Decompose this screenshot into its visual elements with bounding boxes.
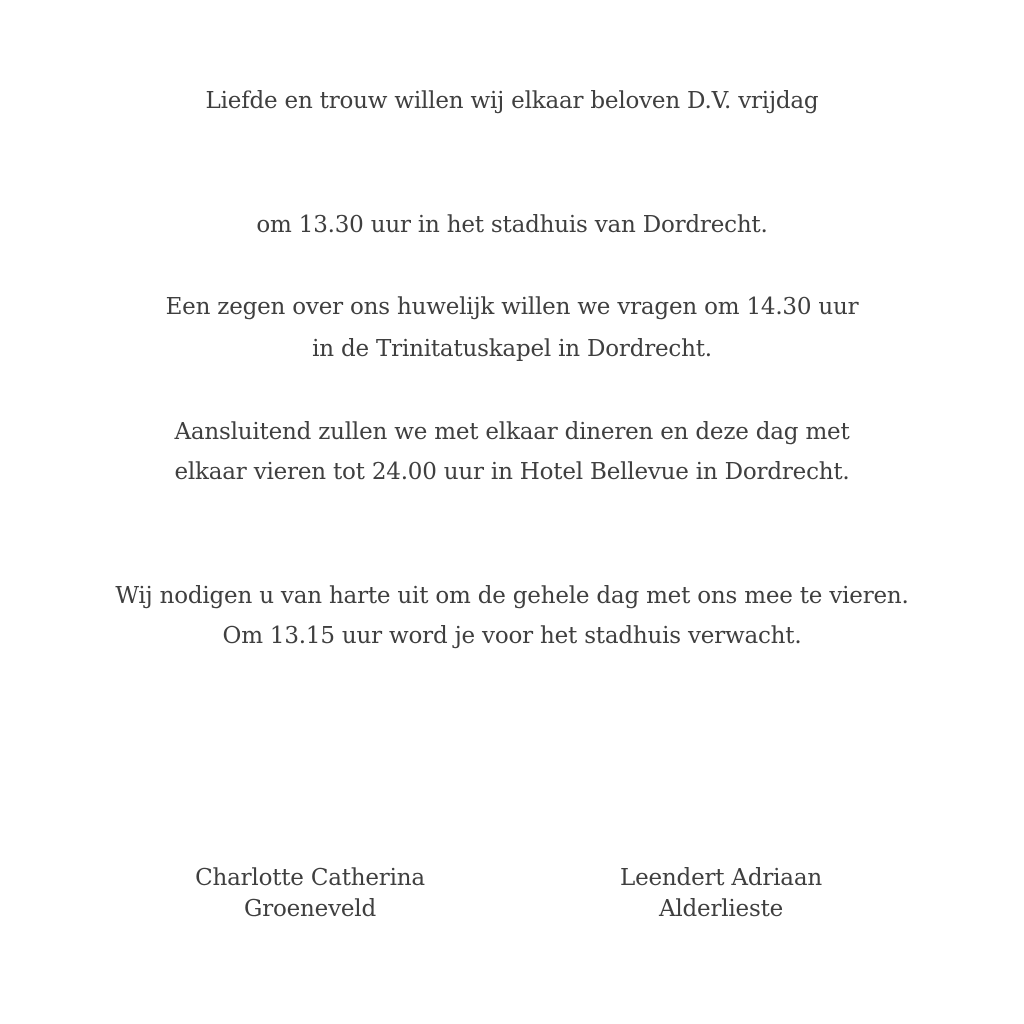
bride-signature bbox=[130, 863, 490, 925]
blessing-line-1: Een zegen over ons huwelijk willen we vragen om 14.30 uur bbox=[165, 294, 859, 320]
groom-surname: Alderlieste bbox=[658, 896, 784, 922]
invite-line-1: Wij nodigen u van harte uit om de gehele dag met ons mee te vieren. bbox=[115, 583, 909, 609]
dinner-line-2: elkaar vieren tot 24.00 uur in Hotel Bellevue in Dordrecht. bbox=[174, 459, 850, 485]
groom-signature bbox=[541, 863, 901, 925]
dinner-line-1: Aansluitend zullen we met elkaar dineren en deze dag met bbox=[174, 419, 850, 445]
blessing-line-2: in de Trinitatuskapel in Dordrecht. bbox=[312, 336, 712, 362]
opening-line: Liefde en trouw willen wij elkaar beloven D.V. vrijdag bbox=[205, 88, 819, 114]
bride-first-names: Charlotte Catherina bbox=[195, 865, 425, 891]
ceremony-time-line: om 13.30 uur in het stadhuis van Dordrecht. bbox=[256, 212, 768, 238]
bride-surname: Groeneveld bbox=[244, 896, 376, 922]
invite-line-2: Om 13.15 uur word je voor het stadhuis verwacht. bbox=[222, 623, 802, 649]
groom-first-names: Leendert Adriaan bbox=[620, 865, 822, 891]
